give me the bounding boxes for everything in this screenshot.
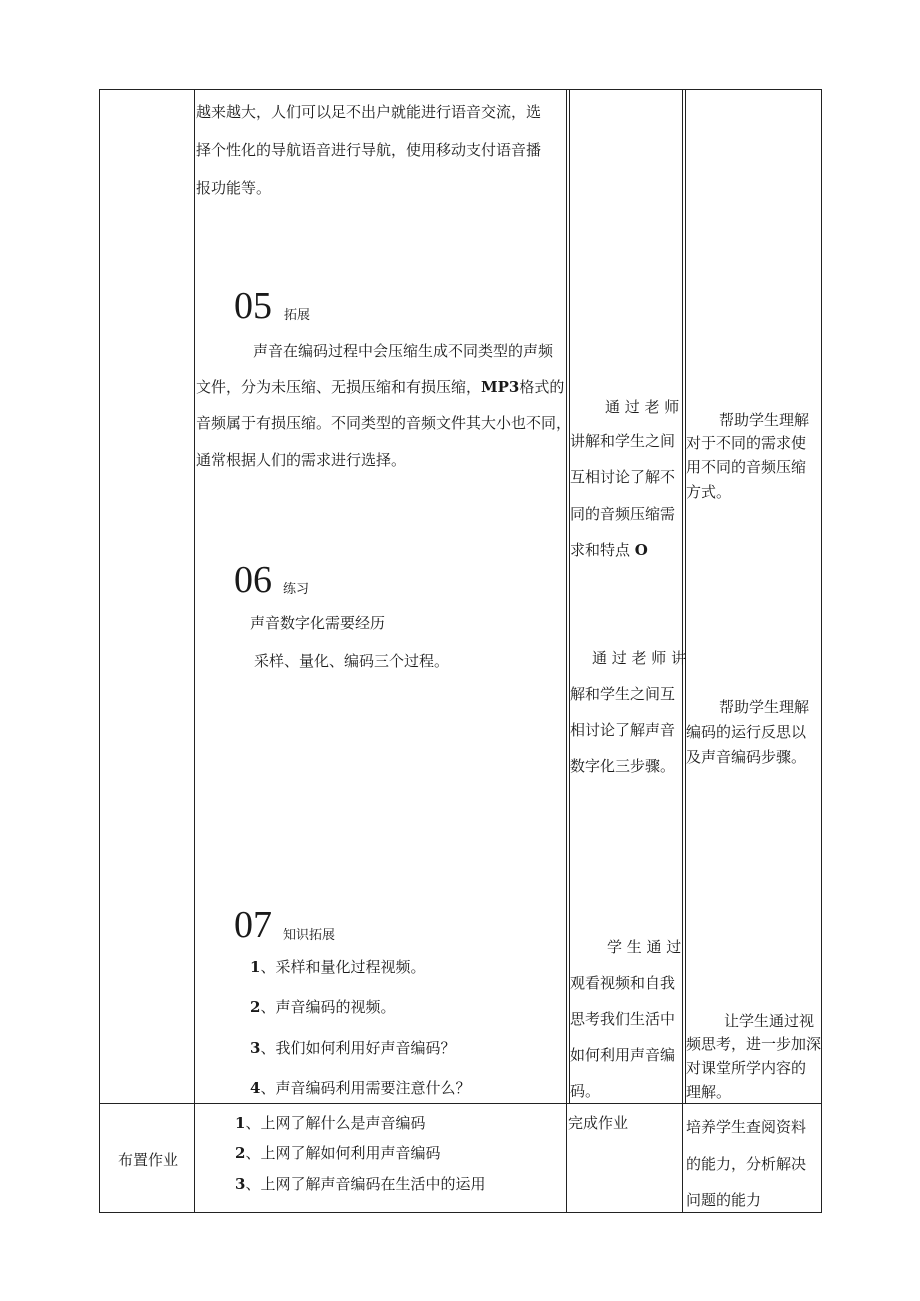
row-divider (99, 1103, 822, 1104)
s05-activity-4: 同的音频压缩需 (570, 505, 676, 523)
s07-item-1: 1、采样和量化过程视频。 (250, 958, 426, 976)
homework-intent-2: 的能力，分析解决 (686, 1155, 807, 1173)
table-right-border (821, 89, 822, 1213)
s06-line-2: 采样、量化、编码三个过程。 (254, 652, 450, 670)
homework-intent-1: 培养学生查阅资料 (686, 1118, 807, 1136)
table-bottom-border (99, 1212, 822, 1213)
s05-line-3: 音频属于有损压缩。不同类型的音频文件其大小也不同， (196, 414, 572, 432)
table-top-border (99, 89, 822, 90)
s06-activity-4: 数字化三步骤。 (570, 757, 676, 775)
s06-intent-2: 编码的运行反思以 (686, 723, 807, 741)
s06-intent-1: 帮助学生理解 (719, 698, 810, 716)
s05-activity-1: 通 过 老 师 (605, 398, 680, 416)
section-05-title: 拓展 (284, 308, 311, 323)
col-divider-3b (685, 89, 686, 1103)
s07-intent-4: 理解。 (686, 1083, 732, 1101)
s07-activity-1: 学 生 通 过 (607, 938, 682, 956)
col-divider-2 (566, 89, 567, 1213)
homework-item-3: 3、上网了解声音编码在生活中的运用 (235, 1175, 486, 1193)
section-05-number: 05 (234, 285, 272, 327)
intro-line-1: 越来越大，人们可以足不出户就能进行语音交流，选 (196, 103, 542, 121)
s07-item-3: 3、我们如何利用好声音编码？ (250, 1039, 456, 1057)
s05-line-4: 通常根据人们的需求进行选择。 (196, 451, 407, 469)
section-07-title: 知识拓展 (283, 928, 336, 943)
s07-item-4: 4、声音编码利用需要注意什么？ (250, 1079, 471, 1097)
s06-intent-3: 及声音编码步骤。 (686, 748, 807, 766)
s07-activity-4: 如何利用声音编 (570, 1046, 676, 1064)
s05-intent-4: 方式。 (686, 483, 732, 501)
s05-intent-1: 帮助学生理解 (719, 411, 810, 429)
col-divider-2b (569, 89, 570, 1103)
s05-intent-2: 对于不同的需求使 (686, 434, 807, 452)
homework-item-2: 2、上网了解如何利用声音编码 (235, 1144, 441, 1162)
s07-activity-5: 码。 (570, 1082, 601, 1100)
s05-line-2: 文件，分为未压缩、无损压缩和有损压缩，MP3格式的 (196, 378, 565, 396)
s05-intent-3: 用不同的音频压缩 (686, 458, 807, 476)
s05-activity-2: 讲解和学生之间 (570, 432, 676, 450)
s06-activity-3: 相讨论了解声音 (570, 721, 676, 739)
s06-activity-2: 解和学生之间互 (570, 685, 676, 703)
s07-activity-3: 思考我们生活中 (570, 1010, 676, 1028)
s06-line-1: 声音数字化需要经历 (250, 614, 386, 632)
s07-activity-2: 观看视频和自我 (570, 974, 676, 992)
intro-line-2: 择个性化的导航语音进行导航，使用移动支付语音播 (196, 141, 542, 159)
s05-activity-3: 互相讨论了解不 (570, 468, 676, 486)
intro-line-3: 报功能等。 (196, 179, 272, 197)
homework-intent-3: 问题的能力 (686, 1191, 762, 1209)
col-divider-1 (194, 89, 195, 1213)
section-07-number: 07 (234, 904, 272, 946)
section-06-title: 练习 (283, 582, 310, 597)
s05-line-1: 声音在编码过程中会压缩生成不同类型的声频 (253, 342, 554, 360)
homework-item-1: 1、上网了解什么是声音编码 (235, 1114, 426, 1132)
s07-intent-3: 对课堂所学内容的 (686, 1059, 807, 1077)
s07-intent-2: 频思考，进一步加深 (686, 1035, 822, 1053)
s07-item-2: 2、声音编码的视频。 (250, 998, 396, 1016)
table-left-border (99, 89, 100, 1213)
s07-intent-1: 让学生通过视 (724, 1012, 815, 1030)
homework-label: 布置作业 (118, 1151, 179, 1169)
s05-activity-5: 求和特点 O (570, 541, 648, 559)
s06-activity-1: 通 过 老 师 讲 (592, 649, 687, 667)
section-06-number: 06 (234, 559, 272, 601)
homework-activity: 完成作业 (568, 1114, 629, 1132)
